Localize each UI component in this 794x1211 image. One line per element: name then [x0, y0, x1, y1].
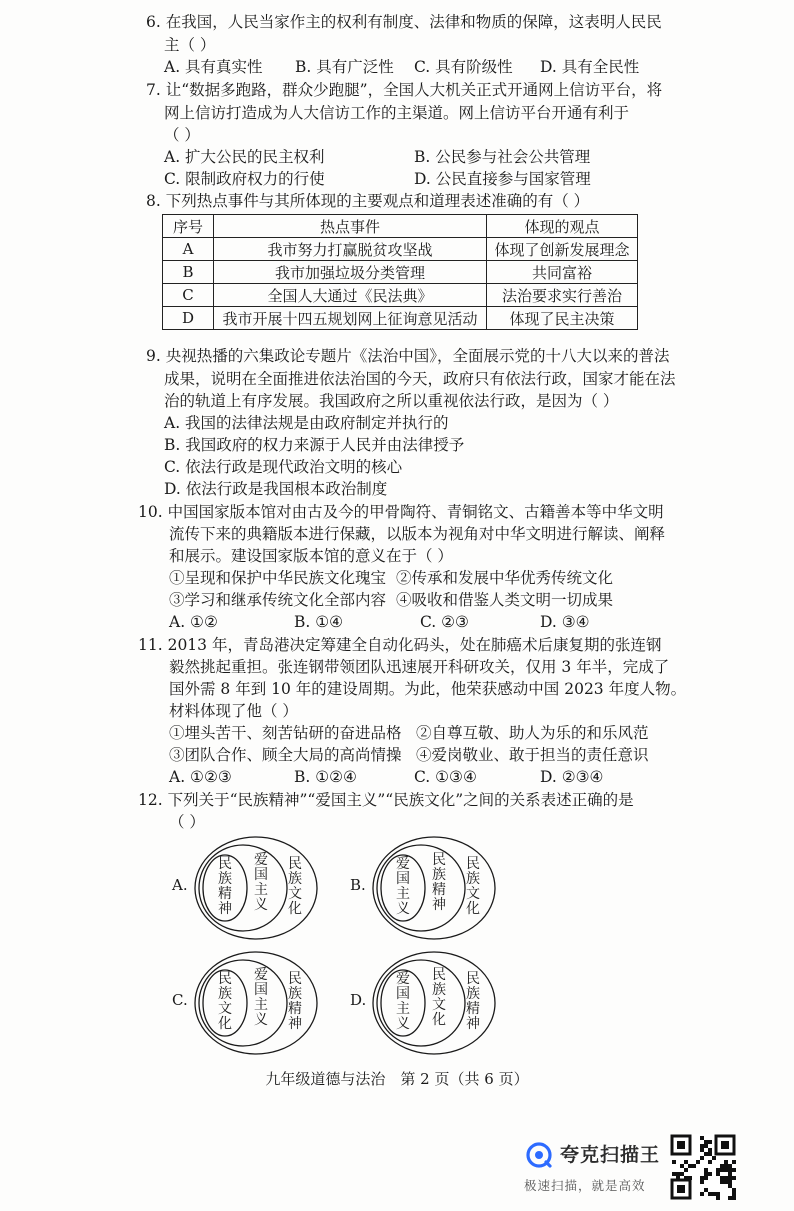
cell-index: A — [163, 238, 214, 261]
middle-circle — [199, 960, 287, 1046]
q6-stem-line1: 6. 在我国，人民当家作主的权利有制度、法律和物质的保障，这表明人民民 — [146, 13, 662, 31]
diagram-d-outer-label: 民族精神 — [466, 971, 480, 1032]
header-event: 热点事件 — [214, 215, 487, 238]
q9-stem-line3: 治的轨道上有序发展。我国政府之所以重视依法行政，是因为（ ） — [164, 392, 619, 410]
diagram-c-outer-label: 民族精神 — [288, 971, 302, 1032]
diagram-b-outer-label: 民族文化 — [466, 856, 480, 917]
cell-viewpoint: 共同富裕 — [487, 261, 638, 284]
diagram-a-middle-label: 爱国主义 — [254, 852, 268, 913]
cell-event: 我市努力打赢脱贫攻坚战 — [214, 238, 487, 261]
table-row — [163, 261, 638, 284]
header-viewpoint: 体现的观点 — [487, 215, 638, 238]
diagram-c-middle-label: 爱国主义 — [254, 967, 268, 1028]
cell-index: D — [163, 307, 214, 330]
page-footer: 九年级道德与法治 第 2 页（共 6 页） — [265, 1070, 529, 1088]
q6-option-a: A. 具有真实性 — [164, 58, 263, 76]
middle-circle — [199, 845, 287, 931]
diagram-b-inner-label: 爱国主义 — [396, 856, 410, 917]
diagram-c-inner-label: 民族文化 — [218, 971, 232, 1032]
q9-option-d: D. 依法行政是我国根本政治制度 — [164, 480, 388, 498]
diagram-b-middle-label: 民族精神 — [432, 852, 446, 913]
q11-option-d: D. ②③④ — [540, 768, 604, 786]
q8-hot-events-table — [162, 214, 638, 330]
cell-event: 我市加强垃圾分类管理 — [214, 261, 487, 284]
q10-item-1: ①呈现和保护中华民族文化瑰宝 — [169, 569, 387, 587]
quark-logo-icon — [526, 1142, 552, 1168]
diagram-d-inner-label: 爱国主义 — [396, 971, 410, 1032]
cell-index: C — [163, 284, 214, 307]
qr-code-icon — [670, 1134, 736, 1200]
diagram-b — [371, 835, 497, 941]
q11-option-c: C. ①③④ — [414, 768, 477, 786]
cell-event: 全国人大通过《民法典》 — [214, 284, 487, 307]
q7-stem-line1: 7. 让“数据多跑路，群众少跑腿”，全国人大机关正式开通网上信访平台，将 — [146, 81, 663, 99]
diagram-a-outer-label: 民族文化 — [288, 856, 302, 917]
diagram-b-letter: B. — [350, 876, 366, 894]
middle-circle — [377, 960, 465, 1046]
q11-item-1: ①埋头苦干、刻苦钻研的奋进品格 — [169, 724, 402, 742]
cell-viewpoint: 体现了创新发展理念 — [487, 238, 638, 261]
q11-item-4: ④爱岗敬业、敢于担当的责任意识 — [416, 746, 649, 764]
q11-item-2: ②自尊互敬、助人为乐的和乐风范 — [416, 724, 649, 742]
cell-index: B — [163, 261, 214, 284]
q7-stem-line3: （ ） — [164, 126, 200, 144]
q10-item-2: ②传承和发展中华优秀传统文化 — [396, 569, 614, 587]
cell-viewpoint: 体现了民主决策 — [487, 307, 638, 330]
diagram-c-letter: C. — [172, 991, 188, 1009]
q7-option-c: C. 限制政府权力的行使 — [164, 170, 325, 188]
q11-item-3: ③团队合作、顾全大局的高尚情操 — [169, 746, 402, 764]
q7-option-d: D. 公民直接参与国家管理 — [414, 170, 591, 188]
q10-option-b: B. ①④ — [294, 613, 344, 631]
diagram-a — [193, 835, 319, 941]
cell-event: 我市开展十四五规划网上征询意见活动 — [214, 307, 487, 330]
scanner-watermark — [524, 1140, 669, 1195]
q10-stem-line2: 流传下来的典籍版本进行保藏，以版本为视角对中华文明进行解读、阐释 — [169, 525, 666, 543]
q11-option-b: B. ①②④ — [294, 768, 357, 786]
header-index: 序号 — [163, 215, 214, 238]
q6-option-c: C. 具有阶级性 — [414, 58, 513, 76]
q12-stem-line1: 12. 下列关于“民族精神”“爱国主义”“民族文化”之间的关系表述正确的是 — [138, 791, 634, 809]
table-row — [163, 284, 638, 307]
q7-option-b: B. 公民参与社会公共管理 — [414, 148, 591, 166]
q11-stem-line4: 材料体现了他（ ） — [169, 702, 298, 720]
cell-viewpoint: 法治要求实行善治 — [487, 284, 638, 307]
diagram-d-letter: D. — [350, 991, 367, 1009]
q11-stem-line3: 国外需 8 年到 10 年的建设周期。为此，他荣获感动中国 2023 年度人物。 — [169, 680, 687, 698]
q9-option-a: A. 我国的法律法规是由政府制定并执行的 — [164, 414, 449, 432]
q9-stem-line2: 成果，说明在全面推进依法治国的今天，政府只有依法行政，国家才能在法 — [164, 370, 676, 388]
q6-option-b: B. 具有广泛性 — [295, 58, 394, 76]
q9-option-c: C. 依法行政是现代政治文明的核心 — [164, 458, 403, 476]
q8-stem: 8. 下列热点事件与其所体现的主要观点和道理表述准确的有（ ） — [146, 192, 590, 210]
q9-option-b: B. 我国政府的权力来源于人民并由法律授予 — [164, 436, 465, 454]
watermark-brand-name: 夸克扫描王 — [560, 1144, 661, 1166]
q7-stem-line2: 网上信访打造成为人大信访工作的主渠道。网上信访平台开通有利于 — [164, 104, 630, 122]
q11-option-a: A. ①②③ — [169, 768, 232, 786]
q10-stem-line1: 10. 中国国家版本馆对由古及今的甲骨陶符、青铜铭文、古籍善本等中华文明 — [138, 503, 664, 521]
q10-item-3: ③学习和继承传统文化全部内容 — [169, 591, 387, 609]
q10-item-4: ④吸收和借鉴人类文明一切成果 — [396, 591, 614, 609]
diagram-d — [371, 950, 497, 1056]
table-row — [163, 307, 638, 330]
diagram-d-middle-label: 民族文化 — [432, 967, 446, 1028]
diagram-a-inner-label: 民族精神 — [218, 856, 232, 917]
q11-stem-line1: 11. 2013 年，青岛港决定筹建全自动化码头，处在肺癌术后康复期的张连钢 — [138, 636, 662, 654]
q7-option-a: A. 扩大公民的民主权利 — [164, 148, 325, 166]
q9-stem-line1: 9. 央视热播的六集政论专题片《法治中国》，全面展示党的十八大以来的普法 — [146, 347, 670, 365]
q11-stem-line2: 毅然挑起重担。张连钢带领团队迅速展开科研攻关，仅用 3 年半，完成了 — [169, 658, 670, 676]
q10-option-c: C. ②③ — [420, 613, 469, 631]
middle-circle — [377, 845, 465, 931]
q10-option-d: D. ③④ — [540, 613, 590, 631]
q10-stem-line3: 和展示。建设国家版本馆的意义在于（ ） — [169, 547, 453, 565]
table-header-row — [163, 215, 638, 238]
q12-stem-line2: （ ） — [169, 813, 205, 831]
table-row — [163, 238, 638, 261]
q10-option-a: A. ①② — [169, 613, 218, 631]
diagram-a-letter: A. — [172, 876, 188, 894]
watermark-slogan: 极速扫描，就是高效 — [524, 1178, 646, 1193]
q6-stem-line2: 主（ ） — [164, 36, 216, 54]
diagram-c — [193, 950, 319, 1056]
q6-option-d: D. 具有全民性 — [540, 58, 640, 76]
